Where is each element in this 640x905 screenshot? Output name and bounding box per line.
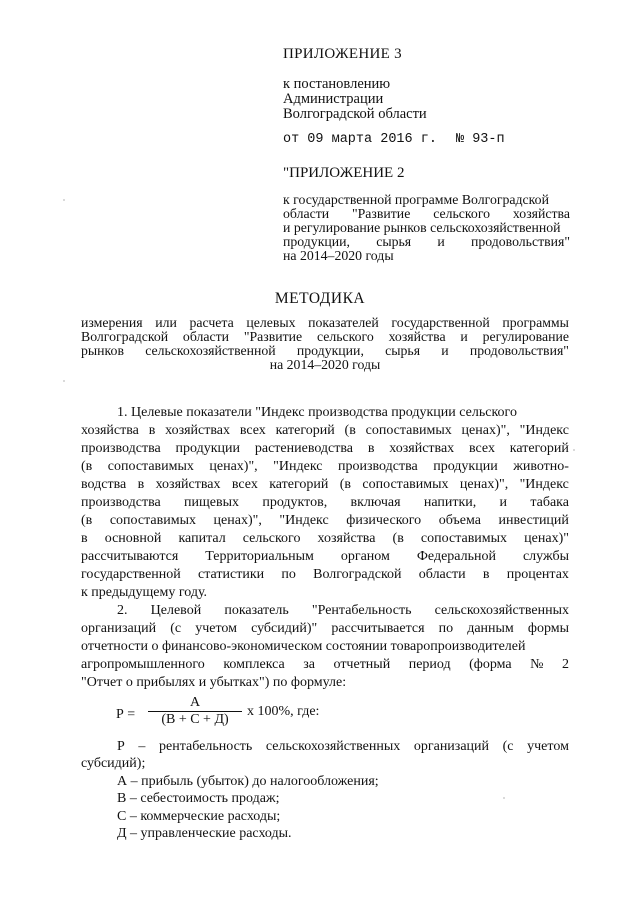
word: табака <box>530 495 569 510</box>
word: формы <box>527 621 569 636</box>
word: и регулирование рынков сельскохозяйственной <box>283 220 561 235</box>
word: включая <box>350 495 401 510</box>
word: (в <box>344 423 356 438</box>
word: отчетный <box>333 657 391 672</box>
word: (в <box>81 459 93 474</box>
word: производства <box>337 459 418 474</box>
word: государственной <box>81 567 181 582</box>
scan-speck <box>503 797 505 799</box>
word: показателей <box>308 315 379 330</box>
appendix-number: № 93-п <box>456 132 505 147</box>
appendix2-line <box>283 235 570 249</box>
body-line <box>81 476 569 494</box>
word: службы <box>522 549 569 564</box>
word: области <box>283 206 330 221</box>
word: показатель <box>224 603 289 618</box>
word: сопоставимых <box>420 531 508 546</box>
scan-speck <box>63 380 65 382</box>
word: и <box>441 343 449 358</box>
word: органом <box>340 549 390 564</box>
word: сопоставимых <box>109 513 196 528</box>
word: "Индекс <box>519 423 569 438</box>
word: рассчитываются <box>81 549 179 564</box>
word: (в <box>392 531 404 546</box>
word: растениеводства <box>254 441 354 456</box>
word: Волгоградской <box>81 329 169 344</box>
appendix-to-line2: Администрации <box>283 91 384 107</box>
definition-a: А – прибыль (убыток) до налогообложения; <box>117 774 379 789</box>
word: инвестиций <box>498 513 569 528</box>
appendix2-line <box>283 249 570 263</box>
word: ценах)", <box>213 513 262 528</box>
appendix-date: от 09 марта 2016 г. <box>283 132 437 147</box>
word: расчета <box>189 315 234 330</box>
definition-b: В – себестоимость продаж; <box>117 791 280 806</box>
word: сельского <box>433 206 491 221</box>
appendix2-line <box>283 221 570 235</box>
word: продукции <box>175 441 241 456</box>
word: животно- <box>513 459 569 474</box>
word: сырья <box>385 343 421 358</box>
word: хозяйствах <box>155 477 221 492</box>
word: Волгоградской <box>313 567 402 582</box>
word: ценах)", <box>461 423 510 438</box>
word: учетом <box>195 621 237 636</box>
word: по <box>438 621 454 636</box>
word: напитки, <box>423 495 477 510</box>
appendix2-line <box>283 193 570 207</box>
word: основной <box>104 531 162 546</box>
appendix-title: ПРИЛОЖЕНИЕ 3 <box>283 46 402 62</box>
word: капитал <box>178 531 226 546</box>
word: Р <box>117 739 125 754</box>
word: – <box>138 739 146 754</box>
word: ценах)", <box>209 459 258 474</box>
word: всех <box>469 441 495 456</box>
word: продовольствия" <box>469 343 569 358</box>
method-subtitle-line <box>81 344 569 358</box>
body-line <box>81 422 569 440</box>
word: всех <box>239 423 266 438</box>
word: Целевой <box>150 603 202 618</box>
word: объема <box>438 513 481 528</box>
word: по <box>281 567 296 582</box>
word: физического <box>346 513 422 528</box>
word: сопоставимых <box>362 477 449 492</box>
word: "Развитие <box>352 206 411 221</box>
word: производства <box>81 495 161 510</box>
body-line <box>81 548 569 566</box>
word: комплекса <box>223 657 285 672</box>
word: субсидий)" <box>251 621 318 636</box>
word: сельскохозяйственных <box>265 739 401 754</box>
word: ценах)", <box>459 477 509 492</box>
word: и <box>499 495 508 510</box>
word: 1. Целевые показатели "Индекс производства продукции сельского <box>117 405 517 420</box>
word: сельского <box>316 329 374 344</box>
word: статистики <box>198 567 265 582</box>
word: измерения <box>81 315 143 330</box>
formula-lhs: Р = <box>116 707 136 722</box>
word: рынков <box>81 343 124 358</box>
body-line <box>81 512 569 530</box>
word: на 2014–2020 годы <box>269 357 381 372</box>
word: государственной <box>391 315 490 330</box>
word: 2. <box>117 603 128 618</box>
method-subtitle-line <box>81 316 569 330</box>
word: и <box>460 329 468 344</box>
word: (в <box>339 477 352 492</box>
word: области <box>418 567 466 582</box>
word: хозяйствах <box>389 441 455 456</box>
word: (в <box>81 513 93 528</box>
word: отчетности о финансово-экономическом состоянии товаропроизводителей <box>81 639 526 654</box>
word: сопоставимых <box>107 459 194 474</box>
word: "Индекс <box>273 459 323 474</box>
appendix-to-line3: Волгоградской области <box>283 106 427 122</box>
word: сельскохозяйственных <box>434 603 569 618</box>
word: № <box>530 657 544 672</box>
word: рассчитывается <box>331 621 425 636</box>
method-subtitle-line <box>81 330 569 344</box>
word: продовольствия" <box>470 234 570 249</box>
word: к государственной программе Волгоградской <box>283 192 549 207</box>
word: Территориальным <box>205 549 314 564</box>
word: категорий <box>269 477 329 492</box>
body-line <box>81 530 569 548</box>
definition-c: С – коммерческие расходы; <box>117 809 281 824</box>
word: "Индекс <box>279 513 329 528</box>
word: сельскохозяйственной <box>145 343 276 358</box>
body-line <box>81 620 569 638</box>
word: области <box>182 329 230 344</box>
word: агропромышленного <box>81 657 205 672</box>
body-line <box>81 584 569 602</box>
word: в <box>148 423 156 438</box>
body-line <box>117 404 569 422</box>
scan-speck <box>573 449 575 451</box>
word: категорий <box>275 423 335 438</box>
word: программы <box>502 315 569 330</box>
word: "Развитие <box>243 329 303 344</box>
word: (с <box>170 621 182 636</box>
word: и <box>437 234 445 249</box>
word: продуктов, <box>262 495 328 510</box>
word: сельского <box>242 531 301 546</box>
word: хозяйства <box>317 531 376 546</box>
word: "Отчет о прибылях и убытках") по формуле: <box>81 675 347 690</box>
word: категорий <box>509 441 569 456</box>
word: продукции, <box>283 234 351 249</box>
word: производства <box>81 441 161 456</box>
word: пищевых <box>184 495 240 510</box>
word: хозяйства <box>81 423 139 438</box>
body-line <box>81 440 569 458</box>
word: водства <box>81 477 127 492</box>
definition-p <box>117 738 569 756</box>
body-line <box>117 602 569 620</box>
method-subtitle-line <box>81 358 569 372</box>
body-line <box>81 458 569 476</box>
word: 2 <box>561 657 569 672</box>
definition-p-cont: субсидий); <box>81 756 146 771</box>
word: в <box>482 567 490 582</box>
appendix-to-line1: к постановлению <box>283 76 391 92</box>
formula-denominator: (В + С + Д) <box>161 712 229 727</box>
word: в <box>81 531 88 546</box>
word: "Индекс <box>519 477 569 492</box>
appendix2-line <box>283 207 570 221</box>
word: хозяйства <box>388 329 446 344</box>
word: ценах)" <box>524 531 569 546</box>
formula-rhs: х 100%, где: <box>247 704 320 719</box>
body-line <box>81 494 569 512</box>
word: продукции <box>433 459 498 474</box>
body-line <box>81 566 569 584</box>
body-line <box>81 638 569 656</box>
word: сопоставимых <box>365 423 452 438</box>
body-text <box>81 404 569 694</box>
word: к предыдущему году. <box>81 585 208 600</box>
scan-speck <box>63 199 65 201</box>
word: на 2014–2020 годы <box>283 248 394 263</box>
word: сырья <box>376 234 412 249</box>
word: хозяйства <box>512 206 570 221</box>
word: организаций <box>413 739 490 754</box>
word: процентах <box>506 567 569 582</box>
body-line <box>81 656 569 674</box>
word: рентабельность <box>159 739 253 754</box>
method-title: МЕТОДИКА <box>274 290 366 307</box>
word: целевых <box>246 315 296 330</box>
word: учетом <box>527 739 569 754</box>
word: в <box>367 441 375 456</box>
word: продукции, <box>296 343 364 358</box>
word: или <box>155 315 177 330</box>
word: регулирование <box>482 329 569 344</box>
word: всех <box>231 477 258 492</box>
definition-d: Д – управленческие расходы. <box>117 826 292 841</box>
formula-numerator: А <box>189 695 201 710</box>
word: "Рентабельность <box>311 603 412 618</box>
word: (форма <box>469 657 512 672</box>
body-line <box>81 674 569 692</box>
word: за <box>303 657 315 672</box>
word: в <box>137 477 145 492</box>
word: Федеральной <box>416 549 496 564</box>
word: организаций <box>81 621 157 636</box>
word: (с <box>502 739 514 754</box>
word: данным <box>467 621 514 636</box>
appendix2-title: "ПРИЛОЖЕНИЕ 2 <box>283 165 405 181</box>
word: хозяйствах <box>165 423 231 438</box>
word: период <box>408 657 451 672</box>
